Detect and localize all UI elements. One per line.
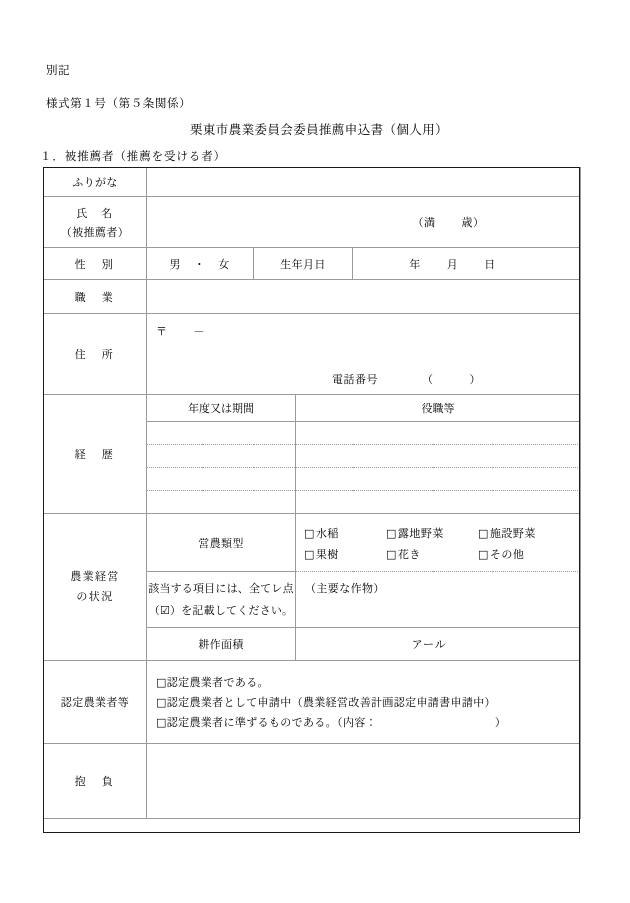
farm-type-row-1 <box>304 525 580 541</box>
table-row-farm-type <box>44 514 581 572</box>
birth-year-unit: 年 <box>409 257 421 271</box>
checkbox-option-fruit-trees[interactable] <box>304 546 386 562</box>
farm-type-label <box>147 514 296 572</box>
checkbox-icon: □ <box>478 526 489 540</box>
tel-label: 電話番号 <box>332 373 378 386</box>
label-birthdate <box>254 248 353 280</box>
label-furigana <box>44 168 147 197</box>
career-period-4[interactable] <box>147 491 296 514</box>
checkbox-label: 果樹 <box>315 547 339 561</box>
page-title: 栗東市農業委員会委員推薦申込書（個人用） <box>190 122 449 137</box>
birth-month-unit: 月 <box>446 257 459 271</box>
checkbox-label: 水稲 <box>315 526 339 540</box>
form-number: 様式第１号（第５条関係） <box>46 96 192 110</box>
address-label: 住 所 <box>74 348 116 361</box>
checkbox-option-open-field-vegetables[interactable] <box>386 525 478 541</box>
field-aspiration[interactable] <box>147 744 581 819</box>
certified-option-label: 認定農業者である。 <box>166 675 269 689</box>
certified-option-is-certified[interactable] <box>156 677 580 688</box>
career-position-3[interactable] <box>296 468 581 491</box>
cultivated-area-unit: アール <box>411 638 447 651</box>
furigana-label: ふりがな <box>72 176 118 189</box>
checkbox-icon: □ <box>156 715 167 729</box>
career-col-position-header: 役職等 <box>296 395 581 422</box>
gender-value: 男 ・ 女 <box>169 257 231 271</box>
section-heading-1: １．被推薦者（推薦を受ける者） <box>40 149 226 163</box>
field-cultivated-area[interactable] <box>296 628 581 661</box>
label-gender <box>44 248 147 280</box>
table-row-certified-farmer <box>44 661 581 744</box>
field-furigana[interactable] <box>147 168 581 197</box>
main-crop-inner <box>296 572 580 627</box>
certified-option-applying[interactable] <box>156 697 580 708</box>
zip-symbol-icon: 〒 <box>156 325 168 338</box>
checkbox-icon: □ <box>386 526 397 540</box>
farm-type-row-2 <box>304 546 580 562</box>
certified-option-equivalent[interactable] <box>156 717 580 728</box>
certified-option-label-before: 認定農業者に準ずるものである。（内容： <box>166 715 377 729</box>
aspiration-label: 抱 負 <box>74 775 116 788</box>
label-address <box>44 314 147 395</box>
label-cultivated-area <box>147 628 296 661</box>
zip-code-field[interactable] <box>156 323 205 339</box>
certified-farmer-label: 認定農業者等 <box>60 696 130 709</box>
checkbox-option-other[interactable] <box>478 546 524 562</box>
farm-type-options <box>296 514 581 572</box>
farm-type-checkbox-grid <box>296 517 580 569</box>
table-row-occupation <box>44 280 581 314</box>
label-farm-status <box>44 514 147 661</box>
field-address[interactable] <box>147 314 581 395</box>
instruction-line-2 <box>147 600 295 621</box>
checkbox-option-greenhouse-vegetables[interactable] <box>478 525 536 541</box>
checkbox-label: 花き <box>397 547 421 561</box>
main-crop-field[interactable] <box>296 572 581 628</box>
certified-option-label-after: ） <box>494 715 507 729</box>
field-birthdate[interactable] <box>353 248 581 280</box>
table-row-furigana <box>44 168 581 197</box>
checkbox-label: その他 <box>489 547 525 561</box>
certified-option-label: 認定農業者として申請中（農業経営改善計画認定申請書申請中） <box>166 695 496 709</box>
cultivated-area-label: 耕作面積 <box>198 638 244 651</box>
career-position-1[interactable] <box>296 422 581 445</box>
age-annotation <box>147 214 580 230</box>
appendix-label: 別記 <box>46 63 71 77</box>
birthdate-units <box>409 256 524 272</box>
checkbox-label: 露地野菜 <box>397 526 444 540</box>
career-period-3[interactable] <box>147 468 296 491</box>
checkbox-icon: □ <box>304 547 315 561</box>
age-suffix: 歳） <box>461 216 485 229</box>
instruction-line-1: 該当する項目には、全てレ点 <box>148 582 294 596</box>
career-period-2[interactable] <box>147 445 296 468</box>
instruction-paren-open: （ <box>148 603 160 617</box>
tel-paren-open: （ <box>422 373 434 386</box>
career-label: 経 歴 <box>74 448 116 461</box>
birth-day-unit: 日 <box>484 257 496 271</box>
label-career <box>44 395 147 514</box>
checkbox-icon: □ <box>478 547 489 561</box>
farm-type-label-text: 営農類型 <box>198 536 244 550</box>
checked-box-icon: ☑ <box>159 603 171 617</box>
career-position-4[interactable] <box>296 491 581 514</box>
label-occupation <box>44 280 147 314</box>
certified-farmer-options <box>147 669 580 736</box>
instruction-paren-rest: ）を記載してください。 <box>170 603 294 617</box>
tel-paren-close: ） <box>469 373 481 386</box>
main-crop-label: （主要な作物） <box>305 582 385 595</box>
table-row-aspiration <box>44 744 581 819</box>
checkbox-icon: □ <box>386 547 397 561</box>
checkbox-option-flowers[interactable] <box>386 546 478 562</box>
telephone-field[interactable] <box>332 371 481 387</box>
career-col-period-header: 年度又は期間 <box>147 395 296 422</box>
farm-status-label-line2: の状況 <box>76 590 114 603</box>
career-position-2[interactable] <box>296 445 581 468</box>
field-name[interactable] <box>147 197 581 248</box>
checkbox-icon: □ <box>304 526 315 540</box>
name-label-line2: （被推薦者） <box>60 226 130 240</box>
recommendee-form-table <box>43 167 581 819</box>
zip-dash: － <box>193 325 205 338</box>
field-certified-farmer <box>147 661 581 744</box>
checkbox-instruction <box>147 572 296 628</box>
table-row-career-header <box>44 395 581 422</box>
label-aspiration <box>44 744 147 819</box>
name-label-line1: 氏 名 <box>76 206 114 220</box>
occupation-label: 職 業 <box>74 290 116 304</box>
checkbox-icon: □ <box>156 675 167 689</box>
farm-status-label-line1: 農業経営 <box>70 569 120 583</box>
checkbox-icon: □ <box>156 695 167 709</box>
checkbox-label: 施設野菜 <box>489 526 536 540</box>
birthdate-label: 生年月日 <box>280 257 326 271</box>
career-period-1[interactable] <box>147 422 296 445</box>
table-row-name <box>44 197 581 248</box>
label-name <box>44 197 147 248</box>
checkbox-option-rice[interactable] <box>304 525 386 541</box>
field-occupation[interactable] <box>147 280 581 314</box>
table-row-address <box>44 314 581 395</box>
gender-label: 性 別 <box>74 257 116 271</box>
field-gender[interactable] <box>147 248 254 280</box>
label-certified-farmer <box>44 661 147 744</box>
table-row-gender-birth <box>44 248 581 280</box>
age-prefix: （満 <box>412 216 436 229</box>
address-inner <box>147 314 580 394</box>
